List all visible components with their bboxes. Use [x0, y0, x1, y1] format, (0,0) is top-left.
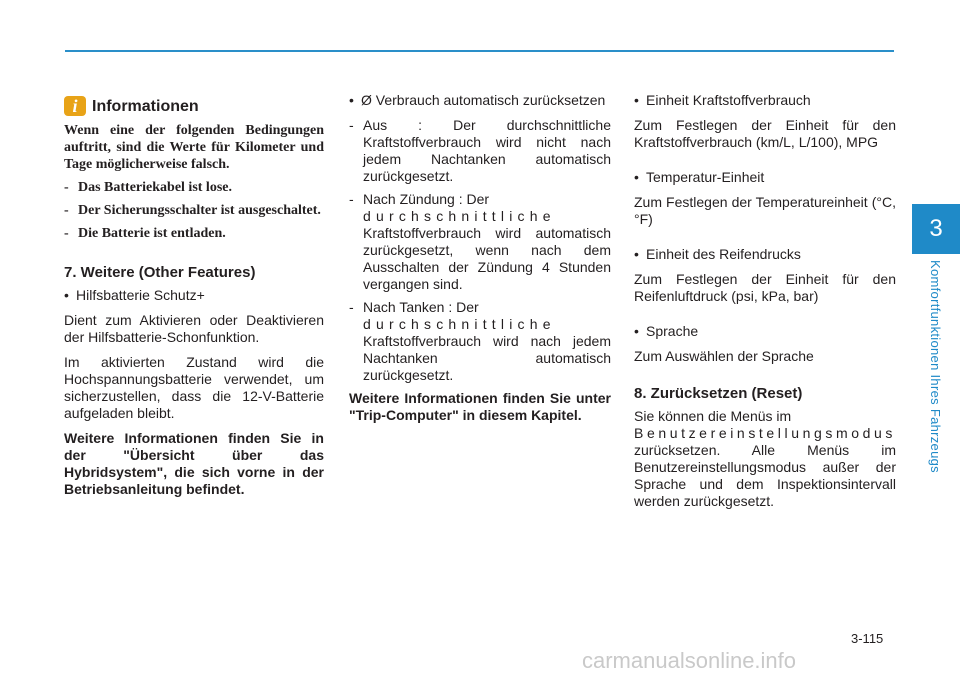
- bullet-item: • Ø Verbrauch automatisch zurücksetzen: [349, 92, 606, 108]
- info-item: - Das Batteriekabel ist lose.: [64, 180, 232, 195]
- option-item: - Aus : Der durchschnittliche Kraftstoffverbrauch wird nicht nach jedem Nachtanken automatisch zurückgesetzt.: [349, 117, 611, 184]
- bullet-item: • Einheit des Reifendrucks: [634, 246, 801, 262]
- paragraph: Zum Festlegen der Einheit für den Reifenluftdruck (psi, kPa, bar): [634, 271, 896, 304]
- chapter-side-title: Komfortfunktionen Ihres Fahrzeugs: [928, 260, 943, 473]
- info-intro: Wenn eine der folgenden Bedingungen auftritt, sind die Werte für Kilometer und Tage möglicherweise falsch.: [64, 123, 324, 172]
- section-7-heading: 7. Weitere (Other Features): [64, 264, 256, 281]
- note-paragraph: Weitere Informationen finden Sie in der "Übersicht über das Hybridsystem", die sich vorne in der Betriebsanleitung befindet.: [64, 430, 324, 497]
- column-right: [634, 92, 896, 518]
- paragraph: Zum Auswählen der Sprache: [634, 348, 814, 364]
- info-box: [64, 122, 324, 242]
- page-number: 3-115: [851, 631, 884, 646]
- info-icon: i: [64, 96, 86, 116]
- column-left: [64, 92, 324, 506]
- info-item: - Der Sicherungsschalter ist ausgeschaltet.: [64, 203, 321, 218]
- watermark: carmanualsonline.info: [582, 648, 797, 673]
- info-title: Informationen: [92, 97, 199, 115]
- paragraph: Im aktivierten Zustand wird die Hochspannungsbatterie verwendet, um sicherzustellen, dass die 12-V-Batterie aufgeladen bleibt.: [64, 354, 324, 421]
- option-item: - Nach Tanken : Der durchschnittliche Kraftstoffverbrauch wird nach jedem Nachtanken automatisch zurückgesetzt.: [349, 299, 611, 383]
- paragraph: Zum Festlegen der Einheit für den Kraftstoffverbrauch (km/L, L/100), MPG: [634, 117, 896, 150]
- bullet-item: • Einheit Kraftstoffverbrauch: [634, 92, 811, 108]
- chapter-number-tab: 3: [912, 204, 960, 254]
- header-rule: [65, 50, 894, 52]
- bullet-item: • Sprache: [634, 323, 699, 339]
- note-paragraph: Weitere Informationen finden Sie unter "Trip-Computer" in diesem Kapitel.: [349, 390, 611, 423]
- paragraph: Dient zum Aktivieren oder Deaktivieren der Hilfsbatterie-Schonfunktion.: [64, 312, 324, 345]
- column-middle: [349, 92, 611, 432]
- section-8-heading: 8. Zurücksetzen (Reset): [634, 385, 803, 402]
- paragraph: Zum Festlegen der Temperatureinheit (°C, °F): [634, 194, 896, 227]
- info-item: - Die Batterie ist entladen.: [64, 226, 226, 241]
- option-item: - Nach Zündung : Der durchschnittliche Kraftstoffverbrauch wird automatisch zurückgesetzt, wenn nach dem Ausschalten der Zündung 4 Stunden vergangen sind.: [349, 191, 611, 292]
- info-header: [64, 92, 324, 120]
- bullet-item: • Hilfsbatterie Schutz+: [64, 287, 205, 303]
- paragraph: Sie können die Menüs im Benutzereinstellungsmodus zurücksetzen. Alle Menüs im Benutzereinstellungsmodus außer der Sprache und dem Inspektionsintervall werden zurückgesetzt.: [634, 408, 896, 509]
- bullet-item: • Temperatur-Einheit: [634, 169, 765, 185]
